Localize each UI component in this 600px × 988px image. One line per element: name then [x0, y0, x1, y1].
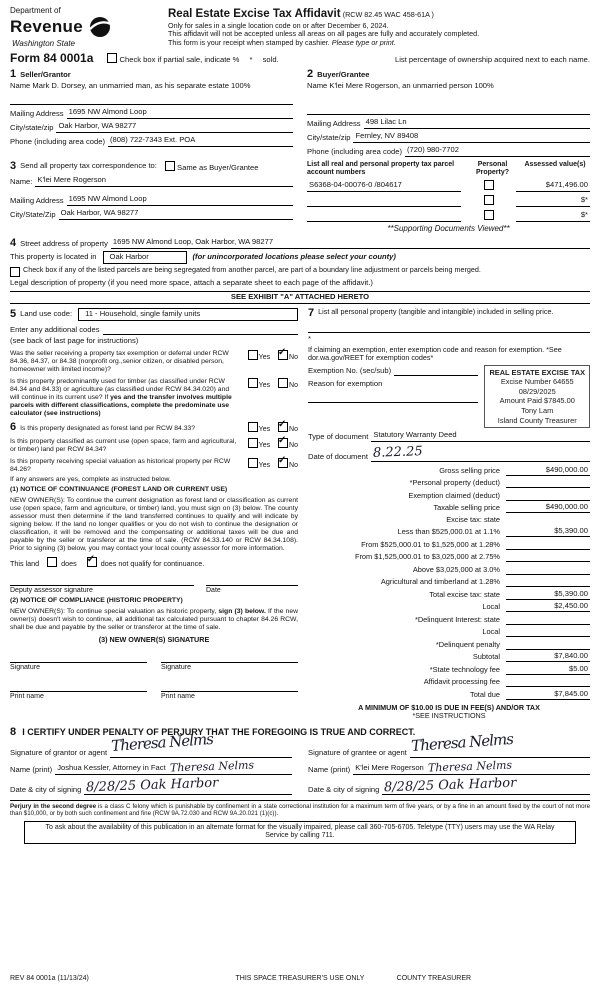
tax-line-label: Less than $525,000.01 at 1.1%: [397, 527, 500, 537]
seller-mailing-field[interactable]: 1695 NW Almond Loop: [67, 108, 293, 119]
stamp-excise-number: Excise Number 64655: [500, 377, 574, 387]
ownership-note: List percentage of ownership acquired next to each name.: [394, 55, 590, 65]
section-2-number: 2: [307, 68, 314, 81]
assessed-value-field[interactable]: $*: [516, 196, 590, 207]
grantor-certification: [10, 729, 292, 796]
continuance-prefix: This land: [10, 559, 40, 569]
personal-property-list-field[interactable]: [308, 322, 590, 333]
signature-label: Signature: [10, 664, 40, 672]
tax-line-value[interactable]: $7,845.00: [506, 690, 590, 700]
print-name-label: Print name: [10, 692, 44, 700]
buyer-city-field[interactable]: Fernley, NV 89408: [353, 132, 590, 143]
header-note-1: Only for sales in a single location code on or after December 6, 2024.: [168, 20, 389, 30]
stamp-amount-paid: Amount Paid $7845.00: [499, 396, 575, 406]
stamp-cashier-name: Tony Lam: [521, 406, 554, 416]
treasurer-stamp: [484, 365, 590, 429]
additional-codes-label: Enter any additional codes: [10, 324, 100, 334]
correspondence-label: Send all property tax correspondence to:: [20, 161, 157, 171]
notice2-title: (2) NOTICE OF COMPLIANCE (HISTORIC PROPERTY): [10, 596, 183, 604]
notice2-bold: sign (3) below.: [218, 607, 266, 615]
partial-sale-label: Check box if partial sale, indicate %: [119, 55, 240, 65]
form-number-row: [10, 51, 590, 65]
treasurer-space-label: THIS SPACE TREASURER'S USE ONLY: [235, 974, 365, 982]
parcel-row: [307, 210, 590, 222]
timber-question: [10, 378, 298, 418]
parcel-personal-checkbox[interactable]: [484, 195, 494, 205]
grantee-signature-field[interactable]: [410, 729, 590, 759]
deputy-assessor-label: Deputy assessor signature: [10, 586, 93, 594]
correspondence-parcel-row: [10, 161, 590, 234]
tax-line-value[interactable]: $490,000.00: [506, 466, 590, 476]
notice2-body-1: NEW OWNER(S): To continue special valuation as historic property,: [10, 607, 217, 615]
header-note-3-italic: Please type or print.: [331, 37, 396, 47]
tax-line-label: *State technology fee: [429, 664, 500, 674]
tax-line-label: From $1,525,000.01 to $3,025,000 at 2.75%: [354, 552, 500, 562]
left-column: [10, 308, 298, 721]
tax-line-value[interactable]: [506, 640, 590, 650]
correspondence-name-field[interactable]: K'lei Mere Rogerson: [35, 176, 293, 187]
partial-sale-checkbox[interactable]: [107, 53, 117, 63]
forest-no-checkbox[interactable]: [278, 422, 288, 432]
main-columns: [10, 308, 590, 721]
historic-question: [10, 458, 298, 474]
personal-property-star: *: [308, 333, 311, 343]
perjury-rest: is a class C felony which is punishable by confinement in a state correctional institution for a maximum term of five years, or by a fine in an amount fixed by the court of not more than $10,000, or by both such confinement and fine (RCW 9A.72.030 and RCW 9A.20.021 (1)(c)).: [10, 802, 591, 817]
buyer-section: [307, 69, 590, 157]
parcel-number-field[interactable]: S6368-04-00076-0 /804617: [307, 181, 461, 192]
seller-city-label: City/state/zip: [10, 123, 54, 133]
document-date-label: Date of document: [308, 451, 368, 461]
grantee-certification: [308, 729, 590, 796]
segregated-label: Check box if any of the listed parcels are being segregated from another parcel, are part of a boundary line adjustment or parcels being merged.: [23, 264, 481, 274]
section-5-number: 5: [10, 307, 17, 320]
tax-line-value[interactable]: [506, 552, 590, 562]
parties-section: [10, 69, 590, 157]
seller-section: [10, 69, 293, 157]
correspondence-mailing-label: Mailing Address: [10, 195, 64, 205]
county-treasurer-label: COUNTY TREASURER: [396, 974, 472, 982]
tax-line-label: Gross selling price: [439, 465, 500, 475]
stamp-title: REAL ESTATE EXCISE TAX: [489, 367, 585, 377]
tax-line-label: Affidavit processing fee: [423, 677, 500, 687]
revenue-wordmark: Revenue: [10, 17, 83, 37]
tax-line-value[interactable]: $2,450.00: [506, 602, 590, 612]
street-address-label: Street address of property: [20, 238, 108, 248]
current-use-question: [10, 438, 298, 454]
right-column: [308, 308, 590, 721]
assessed-value-field[interactable]: $471,496.00: [516, 181, 590, 192]
exemption-no-checkbox[interactable]: [278, 350, 288, 360]
deputy-assessor-signature-field[interactable]: [10, 573, 194, 586]
buyer-phone-label: Phone (including area code): [307, 147, 402, 157]
seller-phone-field[interactable]: (808) 722-7343 Ext. POA: [108, 136, 293, 147]
tax-line-value[interactable]: [506, 615, 590, 625]
continuance-line: [10, 557, 298, 568]
grantee-print-name-typed: K'lei Mere Rogerson: [355, 763, 424, 773]
stamp-date: 08/29/2025: [518, 386, 556, 396]
grantor-date-city-handwriting: 8/28/25 Oak Harbor: [86, 775, 219, 796]
tax-line-label: Local: [482, 627, 500, 637]
grantor-signature-handwriting: Theresa Nelms: [110, 729, 214, 755]
tax-line-value[interactable]: $5,390.00: [506, 590, 590, 600]
correspondence-mailing-field[interactable]: 1695 NW Almond Loop: [67, 195, 293, 206]
forest-question-text: Is this property designated as forest land per RCW 84.33?: [20, 424, 196, 432]
does-label: does: [61, 559, 77, 569]
page-footer: [10, 975, 590, 983]
form-title-rcw: (RCW 82.45 WAC 458-61A ): [342, 10, 434, 19]
yes-label: Yes: [258, 381, 271, 389]
header-note-3: This form is your receipt when stamped by cashier.: [168, 37, 330, 47]
dept-of-label: Department of: [10, 6, 61, 15]
personal-property-label: List all personal property (tangible and intangible) included in selling price.: [318, 306, 554, 316]
grantee-print-name-handwriting: Theresa Nelms: [427, 758, 513, 775]
grantor-date-city-label: Date & city of signing: [10, 784, 82, 794]
document-type-label: Type of document: [308, 432, 369, 442]
seller-name-label: Name: [10, 81, 31, 91]
tax-line-value[interactable]: [506, 491, 590, 501]
tax-line-label: *Delinquent penalty: [435, 639, 500, 649]
header: [10, 6, 590, 49]
additional-codes-field[interactable]: [103, 324, 299, 335]
exemption-question-text: Was the seller receiving a property tax exemption or deferral under RCW 84.36, 84.37, or 84.38 (nonprofit org.,senior citizen, or disabled person, homeowner with limited income)?: [10, 349, 229, 373]
same-as-buyer-label: Same as Buyer/Grantee: [177, 162, 259, 172]
land-use-label: Land use code:: [20, 308, 73, 318]
section-7-number: 7: [308, 306, 315, 319]
reason-for-exemption-field[interactable]: [308, 392, 478, 403]
rev-number: REV 84 0001a (11/13/24): [10, 974, 89, 982]
tax-line-label: Subtotal: [472, 652, 500, 662]
grantee-date-city-handwriting: 8/28/25 Oak Harbor: [384, 775, 517, 796]
no-label: No: [289, 461, 298, 469]
supporting-documents-note: **Supporting Documents Viewed**: [387, 224, 510, 234]
tax-line-label: Total due: [470, 689, 500, 699]
form-title: Real Estate Excise Tax Affidavit: [168, 8, 341, 20]
historic-no-checkbox[interactable]: [278, 458, 288, 468]
new-owner-print-name-field[interactable]: [161, 679, 298, 692]
legal-description-field[interactable]: SEE EXHIBIT "A" ATTACHED HERETO: [10, 291, 590, 304]
perjury-notice: [10, 800, 590, 818]
current-use-no-checkbox[interactable]: [278, 438, 288, 448]
timber-question-bold: yes and the transfer involves multiple parcels with different classifications, complete the predominate use calculator (see instructions): [10, 393, 232, 417]
section-1-number: 1: [10, 68, 17, 81]
buyer-city-label: City/state/zip: [307, 133, 351, 143]
grantor-signature-label: Signature of grantor or agent: [10, 748, 108, 758]
grantor-signature-field[interactable]: [110, 729, 292, 759]
section-6-number: 6: [10, 420, 17, 433]
minimum-due-note: A MINIMUM OF $10.00 IS DUE IN FEE(S) AND/OR TAX: [358, 702, 540, 712]
tax-line-label: Taxable selling price: [433, 503, 500, 513]
grantor-print-name-handwriting: Theresa Nelms: [169, 758, 255, 775]
tax-line-value[interactable]: [506, 677, 590, 687]
tax-line-value[interactable]: $5,390.00: [506, 527, 590, 537]
document-type-field[interactable]: Statutory Warranty Deed: [371, 431, 590, 442]
signature-label: Signature: [161, 664, 191, 672]
dor-logo-block: [10, 6, 160, 49]
yes-label: Yes: [258, 441, 271, 449]
same-as-buyer-checkbox[interactable]: [165, 161, 175, 171]
property-location-section: [10, 238, 590, 304]
new-owner-print-names: [10, 679, 298, 701]
yes-label: Yes: [258, 353, 271, 361]
parcel-row: [307, 195, 590, 207]
landuse-instructions-note: (see back of last page for instructions): [10, 335, 139, 345]
print-name-label: Print name: [161, 692, 195, 700]
yes-label: Yes: [258, 425, 271, 433]
seller-title: Seller/Grantor: [20, 70, 71, 80]
notice1-body: NEW OWNER(S): To continue the current designation as forest land or classification as current use (open space, farm and agriculture, or timber) land, you must sign on (3) below. The county assessor must then determine if the land transferred continues to qualify and will indicate by signing below. If the land no longer qualifies or you do not wish to continue the designation or classification, it will be removed and the compensating or additional taxes will be due and payable by the seller or transferor at the time of sale. (RCW 84.33.140 or RCW 84.34.108). Prior to signing (3) below, you may contact your local county assessor for more information.: [10, 497, 298, 553]
exemption-intro: If claiming an exemption, enter exemption code and reason for exemption. *See dor.wa.gov/REET for exemption codes*: [308, 344, 562, 363]
stamp-office: Island County Treasurer: [497, 415, 577, 425]
section-3-number: 3: [10, 160, 17, 173]
tax-line-label: Excise tax: state: [446, 514, 500, 524]
located-in-note: (for unincorporated locations please select your county): [192, 251, 396, 261]
buyer-phone-field[interactable]: (720) 980-7702: [405, 146, 590, 157]
exemption-number-field[interactable]: [394, 365, 478, 376]
correspondence-name-label: Name:: [10, 176, 33, 186]
new-owner-signatures: [10, 650, 298, 672]
new-owner-signature-field[interactable]: [10, 650, 147, 663]
seller-phone-label: Phone (including area code): [10, 137, 105, 147]
tax-line-label: Total excise tax: state: [429, 589, 500, 599]
exemption-yes-checkbox[interactable]: [248, 350, 258, 360]
deputy-date-field[interactable]: [206, 573, 298, 586]
timber-question-text: Is this property predominantly used for timber (as classified under RCW 84.34 and 84.33) or agriculture (as classified under RCW 84.34.020) and will continue in its current use? If: [10, 377, 230, 401]
tax-line-label: From $525,000.01 to $1,525,000 at 1.28%: [361, 539, 500, 549]
tax-line-label: Local: [482, 602, 500, 612]
exemption-number-label: Exemption No. (sec/sub): [308, 365, 392, 375]
seller-mailing-label: Mailing Address: [10, 109, 64, 119]
seller-name-extra-line[interactable]: [10, 94, 293, 105]
land-use-code-select[interactable]: 11 - Household, single family units: [78, 308, 298, 321]
timber-yes-checkbox[interactable]: [248, 378, 258, 388]
parcel-personal-checkbox[interactable]: [484, 180, 494, 190]
parcel-number-field[interactable]: [307, 211, 461, 222]
tax-line-label: Exemption claimed (deduct): [408, 490, 500, 500]
no-label: No: [289, 441, 298, 449]
parcel-row: [307, 180, 590, 192]
form-number: Form 84 0001a: [10, 50, 94, 65]
if-yes-note: If any answers are yes, complete as instructed below.: [10, 475, 171, 483]
tax-line-value[interactable]: [506, 565, 590, 575]
grantee-date-city-field[interactable]: [382, 775, 590, 796]
segregated-checkbox[interactable]: [10, 267, 20, 277]
correspondence-city-field[interactable]: Oak Harbor, WA 98277: [59, 209, 293, 220]
no-label: No: [289, 353, 298, 361]
assessed-values-header: Assessed value(s): [524, 160, 586, 168]
tax-line-value[interactable]: [506, 478, 590, 488]
legal-description-label: Legal description of property (if you need more space, attach a separate sheet to each page of the affidavit.): [10, 277, 373, 287]
buyer-name-label: Name: [307, 81, 328, 91]
assessed-value-field[interactable]: $*: [516, 211, 590, 222]
section-4-number: 4: [10, 236, 17, 249]
timber-no-checkbox[interactable]: [278, 378, 288, 388]
tax-line-label: Above $3,025,000 at 3.0%: [412, 564, 500, 574]
header-note-2: This affidavit will not be accepted unless all areas on all pages are fully and accurately completed.: [168, 29, 480, 39]
parcel-table: [307, 161, 590, 234]
tax-line-value[interactable]: [506, 540, 590, 550]
correspondence-city-label: City/State/Zip: [10, 209, 56, 219]
grantee-print-name-label: Name (print): [308, 765, 351, 775]
document-date-field[interactable]: [371, 445, 590, 461]
partial-sale-suffix: sold.: [262, 55, 279, 65]
parcel-number-field[interactable]: [307, 196, 461, 207]
grantor-date-city-field[interactable]: [84, 775, 292, 796]
document-date-handwriting: 8.22.25: [372, 444, 423, 462]
current-use-question-text: Is this property classified as current use (open space, farm and agricultural, or timber) land per RCW 84.34?: [10, 437, 237, 453]
no-label: No: [289, 381, 298, 389]
grantee-signature-handwriting: Theresa Nelms: [410, 729, 514, 755]
deputy-date-label: Date: [206, 586, 221, 594]
washington-state-label: Washington State: [12, 39, 76, 49]
grantor-print-name-label: Name (print): [10, 765, 53, 775]
forest-question: [10, 422, 298, 434]
does-checkbox[interactable]: [47, 557, 57, 567]
buyer-name-field[interactable]: K'lei Mere Rogerson, an unmarried person 100%: [329, 81, 494, 91]
buyer-name-extra-line[interactable]: [307, 104, 590, 115]
location-select[interactable]: Oak Harbor: [103, 251, 187, 264]
title-block: [160, 6, 590, 49]
partial-sale-percent-field[interactable]: *: [249, 55, 253, 65]
historic-yes-checkbox[interactable]: [248, 458, 258, 468]
located-in-label: This property is located in: [10, 251, 97, 261]
street-address-field[interactable]: 1695 NW Almond Loop, Oak Harbor, WA 98277: [111, 238, 590, 249]
new-owner-print-name-field[interactable]: [10, 679, 147, 692]
notice1-title: (1) NOTICE OF CONTINUANCE (FOREST LAND OR CURRENT USE): [10, 486, 228, 493]
historic-question-text: Is this property receiving special valuation as historical property per RCW 84.26?: [10, 457, 231, 473]
perjury-bold: Perjury in the second degree: [10, 802, 97, 810]
notice3-title: (3) NEW OWNER(S) SIGNATURE: [98, 634, 210, 644]
buyer-title: Buyer/Grantee: [317, 70, 370, 80]
buyer-mailing-label: Mailing Address: [307, 119, 361, 129]
forest-yes-checkbox[interactable]: [248, 422, 258, 432]
parcel-personal-checkbox[interactable]: [484, 210, 494, 220]
tax-line-label: *Personal property (deduct): [409, 478, 500, 488]
tax-line-value[interactable]: $490,000.00: [506, 503, 590, 513]
personal-property-header: Personal Property?: [475, 160, 510, 177]
grantee-date-city-label: Date & city of signing: [308, 784, 380, 794]
see-instructions-note: *SEE INSTRUCTIONS: [412, 711, 486, 721]
tax-line-value[interactable]: $5.00: [506, 665, 590, 675]
dor-swoosh-icon: [87, 15, 113, 39]
grantee-print-name-field[interactable]: [353, 758, 590, 775]
tax-line-value: [506, 516, 590, 525]
parcel-numbers-header: List all real and personal property tax parcel account numbers: [307, 160, 455, 177]
tax-line-label: Agricultural and timberland at 1.28%: [380, 577, 500, 587]
grantee-signature-label: Signature of grantee or agent: [308, 748, 407, 758]
grantor-print-name-field[interactable]: [55, 758, 292, 775]
seller-city-field[interactable]: Oak Harbor, WA 98277: [56, 122, 293, 133]
current-use-yes-checkbox[interactable]: [248, 438, 258, 448]
section-8-number: 8: [10, 725, 17, 738]
notice2-body-2: If the new owner(s) doesn't wish to continue, all additional tax calculated pursuant to chapter 84.26 RCW, shall be due and payable by the seller or transferor at the time of sale.: [10, 607, 299, 631]
tax-line-value[interactable]: [506, 577, 590, 587]
does-not-checkbox[interactable]: [87, 557, 97, 567]
buyer-mailing-field[interactable]: 498 Lilac Ln: [364, 118, 590, 129]
accessibility-notice: To ask about the availability of this publication in an alternate format for the visually impaired, please call 360-705-6705. Teletype (TTY) users may use the WA Relay Service by calling 711.: [24, 821, 576, 844]
tax-line-value[interactable]: [506, 627, 590, 637]
tax-line-value[interactable]: $7,840.00: [506, 652, 590, 662]
yes-label: Yes: [258, 461, 271, 469]
does-not-label: does not qualify for continuance.: [100, 559, 205, 569]
reason-for-exemption-label: Reason for exemption: [308, 378, 383, 388]
notice2-body: [10, 608, 298, 632]
correspondence-section: [10, 161, 293, 234]
no-label: No: [289, 425, 298, 433]
certification-statement: I CERTIFY UNDER PENALTY OF PERJURY THAT THE FOREGOING IS TRUE AND CORRECT.: [22, 726, 416, 737]
seller-name-field[interactable]: Mark D. Dorsey, an unmarried man, as his separate estate 100%: [32, 81, 251, 91]
exemption-question: [10, 350, 298, 374]
new-owner-signature-field[interactable]: [161, 650, 298, 663]
certification-section: [10, 727, 590, 795]
tax-line-label: *Delinquent Interest: state: [414, 614, 500, 624]
grantor-print-name-typed: Joshua Kessler, Attorney in Fact: [57, 763, 166, 773]
